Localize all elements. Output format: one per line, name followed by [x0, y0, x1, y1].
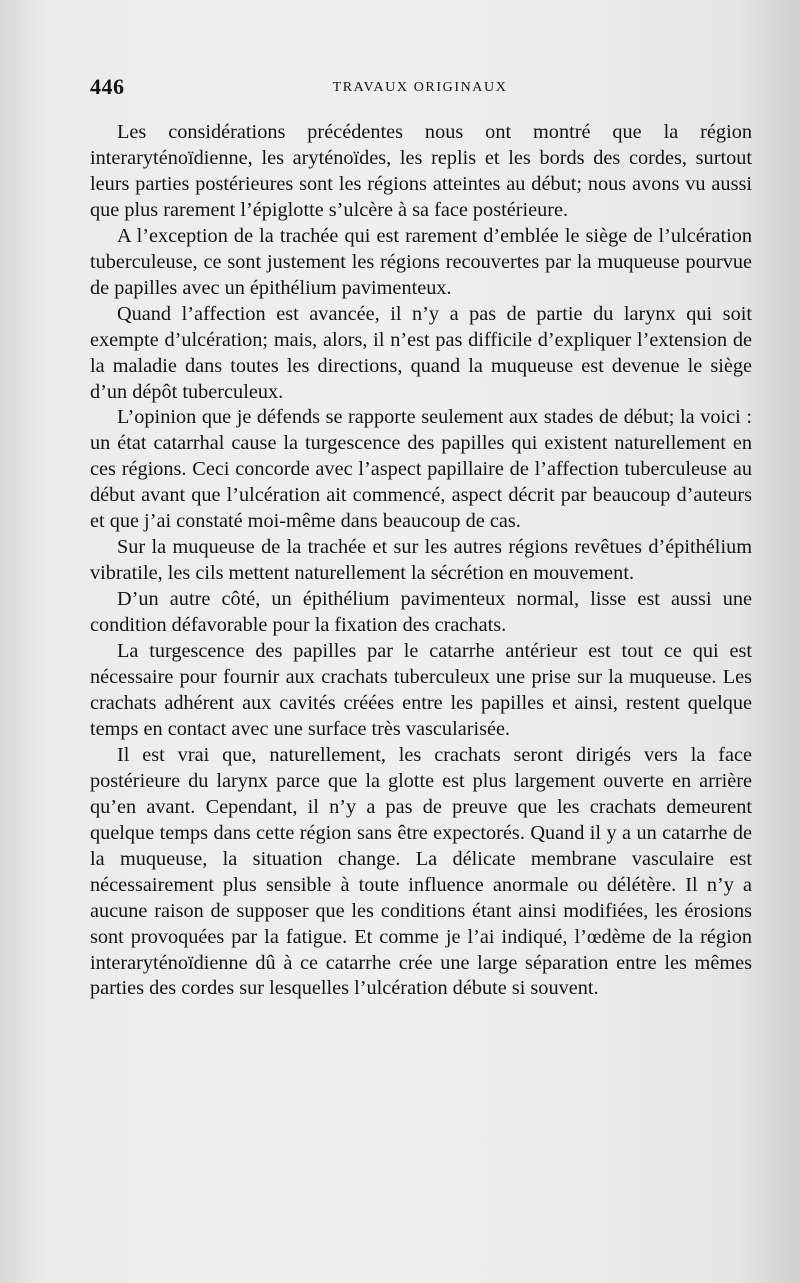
- page-header: [90, 74, 750, 104]
- page-number: 446: [90, 74, 125, 99]
- paragraph: La turgescence des papilles par le catarrhe antérieur est tout ce qui est nécessaire pour fournir aux crachats tuberculeux une prise sur la muqueuse. Les crachats adhérent aux cavités créées entre les papilles et ainsi, restent quelque temps en contact avec une surface très vascularisée.: [90, 640, 752, 740]
- paragraph: Il est vrai que, naturellement, les crachats seront dirigés vers la face postérieure du larynx parce que la glotte est plus largement ouverte en arrière qu’en avant. Cependant, il n’y a pas de preuve que les crachats demeurent quelque temps dans cette région sans être expectorés. Quand il y a un catarrhe de la muqueuse, la situation change. La délicate membrane vasculaire est nécessairement plus sensible à toute influence anormale ou délétère. Il n’y a aucune raison de supposer que les conditions étant ainsi modifiées, les érosions sont provoquées par la fatigue. Et comme je l’ai indiqué, l’œdème de la région interaryténoïdienne dû à ce catarrhe crée une large séparation entre les mêmes parties des cordes sur lesquelles l’ulcération débute si souvent.: [90, 743, 752, 1000]
- paragraph: Les considérations précédentes nous ont montré que la région interaryténoïdienne, les aryténoïdes, les replis et les bords des cordes, surtout leurs parties postérieures sont les régions atteintes au début; nous avons vu aussi que plus rarement l’épiglotte s’ulcère à sa face postérieure.: [90, 121, 752, 221]
- paragraph: Quand l’affection est avancée, il n’y a pas de partie du larynx qui soit exempte d’ulcération; mais, alors, il n’est pas difficile d’expliquer l’extension de la maladie dans toutes les directions, quand la muqueuse est devenue le siège d’un dépôt tuberculeux.: [90, 302, 752, 403]
- paragraph: A l’exception de la trachée qui est rarement d’emblée le siège de l’ulcération tuberculeuse, ce sont justement les régions recouvertes par la muqueuse pourvue de papilles avec un épithélium pavimenteux.: [90, 224, 752, 299]
- paragraph: D’un autre côté, un épithélium pavimenteux normal, lisse est aussi une condition défavorable pour la fixation des crachats.: [90, 588, 752, 637]
- body-text: [90, 120, 752, 1002]
- paragraph: Sur la muqueuse de la trachée et sur les autres régions revêtues d’épithélium vibratile, les cils mettent naturellement la sécrétion en mouvement.: [90, 536, 752, 585]
- running-head: TRAVAUX ORIGINAUX: [332, 80, 508, 95]
- paragraph: L’opinion que je défends se rapporte seulement aux stades de début; la voici : un état catarrhal cause la turgescence des papilles qui existent naturellement en ces régions. Ceci concorde avec l’aspect papillaire de l’affection tuberculeuse au début avant que l’ulcération ait commencé, aspect décrit par beaucoup d’auteurs et que j’ai constaté moi-même dans beaucoup de cas.: [90, 406, 752, 533]
